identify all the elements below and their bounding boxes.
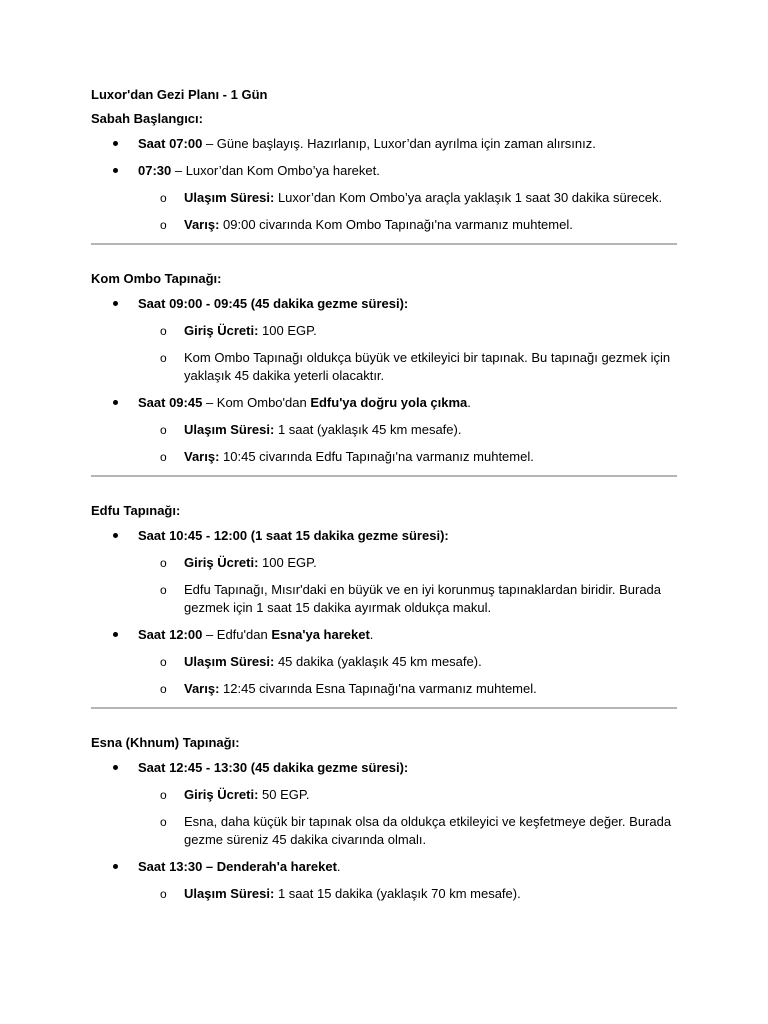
sub-item-text: 100 EGP.: [258, 555, 317, 570]
section-heading: Edfu Tapınağı:: [91, 503, 181, 518]
list-item: [91, 759, 677, 849]
sub-list-item: [138, 786, 677, 804]
list-item: [91, 858, 677, 903]
sub-item-text: 1 saat (yaklaşık 45 km mesafe).: [274, 422, 462, 437]
item-bold-text: Saat 09:00 - 09:45 (45 dakika gezme süresi):: [138, 296, 409, 311]
item-text: .: [336, 859, 341, 874]
bullet-dot-icon: [113, 141, 118, 146]
item-text-2: .: [467, 395, 471, 410]
item-bold-text-2: Esna'ya hareket: [271, 627, 370, 642]
sub-item-text: 09:00 civarında Kom Ombo Tapınağı'na varmanız muhtemel.: [219, 217, 573, 232]
spacer: [91, 477, 677, 500]
sub-bullet-list: [138, 322, 677, 385]
sub-item-bold-text: Ulaşım Süresi:: [184, 422, 275, 437]
section-3: [91, 500, 677, 698]
document-title: Luxor'dan Gezi Planı - 1 Gün: [91, 87, 268, 102]
sub-item-bold-text: Ulaşım Süresi:: [184, 190, 275, 205]
sub-list-item: [138, 813, 677, 849]
bullet-dot-icon: [113, 400, 118, 405]
bullet-dot-icon: [113, 864, 118, 869]
item-bold-text: Saat 09:45: [138, 395, 203, 410]
item-text: – Edfu'dan: [202, 627, 272, 642]
circle-bullet-icon: o: [160, 450, 167, 464]
bullet-list: [91, 295, 677, 466]
section-2: [91, 268, 677, 466]
sub-item-text: 100 EGP.: [258, 323, 317, 338]
sub-bullet-list: [138, 189, 677, 234]
bullet-dot-icon: [113, 301, 118, 306]
section-1: [91, 108, 677, 234]
item-bold-text: Saat 13:30 – Denderah'a hareket: [138, 859, 337, 874]
list-item-text: [138, 858, 677, 876]
sub-list-item: [138, 581, 677, 617]
sub-item-text: 1 saat 15 dakika (yaklaşık 70 km mesafe).: [274, 886, 521, 901]
document-body: [91, 84, 677, 912]
sub-item-bold-text: Giriş Ücreti:: [184, 323, 259, 338]
bullet-list: [91, 135, 677, 234]
list-item: [91, 135, 677, 153]
circle-bullet-icon: o: [160, 788, 167, 802]
circle-bullet-icon: o: [160, 583, 167, 597]
sub-list-item: [138, 554, 677, 572]
sub-list-item: [138, 421, 677, 439]
list-item-text: [138, 527, 677, 545]
list-item: [91, 295, 677, 385]
item-bold-text: Saat 12:45 - 13:30 (45 dakika gezme süresi):: [138, 760, 409, 775]
bullet-list: [91, 759, 677, 903]
list-item-text: [138, 759, 677, 777]
sub-item-text: 12:45 civarında Esna Tapınağı'na varmanız muhtemel.: [219, 681, 537, 696]
item-bold-text: Saat 10:45 - 12:00 (1 saat 15 dakika gezme süresi):: [138, 528, 449, 543]
item-bold-text-2: Edfu'ya doğru yola çıkma: [310, 395, 468, 410]
circle-bullet-icon: o: [160, 887, 167, 901]
sub-item-bold-text: Giriş Ücreti:: [184, 787, 259, 802]
list-item: [91, 527, 677, 617]
sub-item-text: 50 EGP.: [258, 787, 310, 802]
sub-item-bold-text: Varış:: [184, 449, 220, 464]
sub-item-bold-text: Giriş Ücreti:: [184, 555, 259, 570]
circle-bullet-icon: o: [160, 218, 167, 232]
list-item: [91, 162, 677, 234]
list-item-text: [138, 162, 677, 180]
bullet-dot-icon: [113, 168, 118, 173]
sub-item-bold-text: Ulaşım Süresi:: [184, 654, 275, 669]
section-heading: Kom Ombo Tapınağı:: [91, 271, 222, 286]
bullet-dot-icon: [113, 533, 118, 538]
circle-bullet-icon: o: [160, 556, 167, 570]
circle-bullet-icon: o: [160, 655, 167, 669]
sub-item-bold-text: Ulaşım Süresi:: [184, 886, 275, 901]
circle-bullet-icon: o: [160, 324, 167, 338]
sub-list-item: [138, 189, 677, 207]
sub-list-item: [138, 349, 677, 385]
item-text: – Luxor’dan Kom Ombo’ya hareket.: [171, 163, 380, 178]
sub-item-text: Kom Ombo Tapınağı oldukça büyük ve etkileyici bir tapınak. Bu tapınağı gezmek için yaklaşık 45 dakika yeterli olacaktır.: [184, 350, 671, 383]
item-bold-text: Saat 07:00: [138, 136, 203, 151]
sub-list-item: [138, 216, 677, 234]
sub-list-item: [138, 680, 677, 698]
circle-bullet-icon: o: [160, 682, 167, 696]
item-text: – Kom Ombo'dan: [202, 395, 311, 410]
list-item-text: [138, 626, 677, 644]
sub-item-text: 45 dakika (yaklaşık 45 km mesafe).: [274, 654, 482, 669]
sections-container: [91, 108, 677, 903]
sub-item-bold-text: Varış:: [184, 681, 220, 696]
list-item-text: [138, 295, 677, 313]
list-item-text: [138, 135, 677, 153]
sub-item-text: Edfu Tapınağı, Mısır'daki en büyük ve en iyi korunmuş tapınaklardan biridir. Burada gezmek için 1 saat 15 dakika ayırmak oldukça makul.: [184, 582, 662, 615]
item-text-2: .: [369, 627, 374, 642]
circle-bullet-icon: o: [160, 191, 167, 205]
sub-list-item: [138, 322, 677, 340]
bullet-dot-icon: [113, 765, 118, 770]
spacer: [91, 245, 677, 268]
sub-item-text: Luxor’dan Kom Ombo’ya araçla yaklaşık 1 saat 30 dakika sürecek.: [274, 190, 663, 205]
sub-bullet-list: [138, 653, 677, 698]
spacer: [91, 709, 677, 732]
sub-item-text: Esna, daha küçük bir tapınak olsa da oldukça etkileyici ve keşfetmeye değer. Burada gezme süreniz 45 dakika civarında olmalı.: [184, 814, 672, 847]
list-item: [91, 394, 677, 466]
list-item: [91, 626, 677, 698]
sub-bullet-list: [138, 786, 677, 849]
section-4: [91, 732, 677, 903]
sub-item-bold-text: Varış:: [184, 217, 220, 232]
section-heading: Esna (Khnum) Tapınağı:: [91, 735, 240, 750]
sub-bullet-list: [138, 885, 677, 903]
sub-item-text: 10:45 civarında Edfu Tapınağı'na varmanız muhtemel.: [219, 449, 534, 464]
item-text: – Güne başlayış. Hazırlanıp, Luxor’dan ayrılma için zaman alırsınız.: [202, 136, 596, 151]
section-heading: Sabah Başlangıcı:: [91, 111, 203, 126]
sub-list-item: [138, 448, 677, 466]
sub-list-item: [138, 885, 677, 903]
circle-bullet-icon: o: [160, 351, 167, 365]
sub-bullet-list: [138, 554, 677, 617]
bullet-dot-icon: [113, 632, 118, 637]
bullet-list: [91, 527, 677, 698]
item-bold-text: Saat 12:00: [138, 627, 203, 642]
sub-bullet-list: [138, 421, 677, 466]
circle-bullet-icon: o: [160, 423, 167, 437]
sub-list-item: [138, 653, 677, 671]
item-bold-text: 07:30: [138, 163, 172, 178]
list-item-text: [138, 394, 677, 412]
circle-bullet-icon: o: [160, 815, 167, 829]
